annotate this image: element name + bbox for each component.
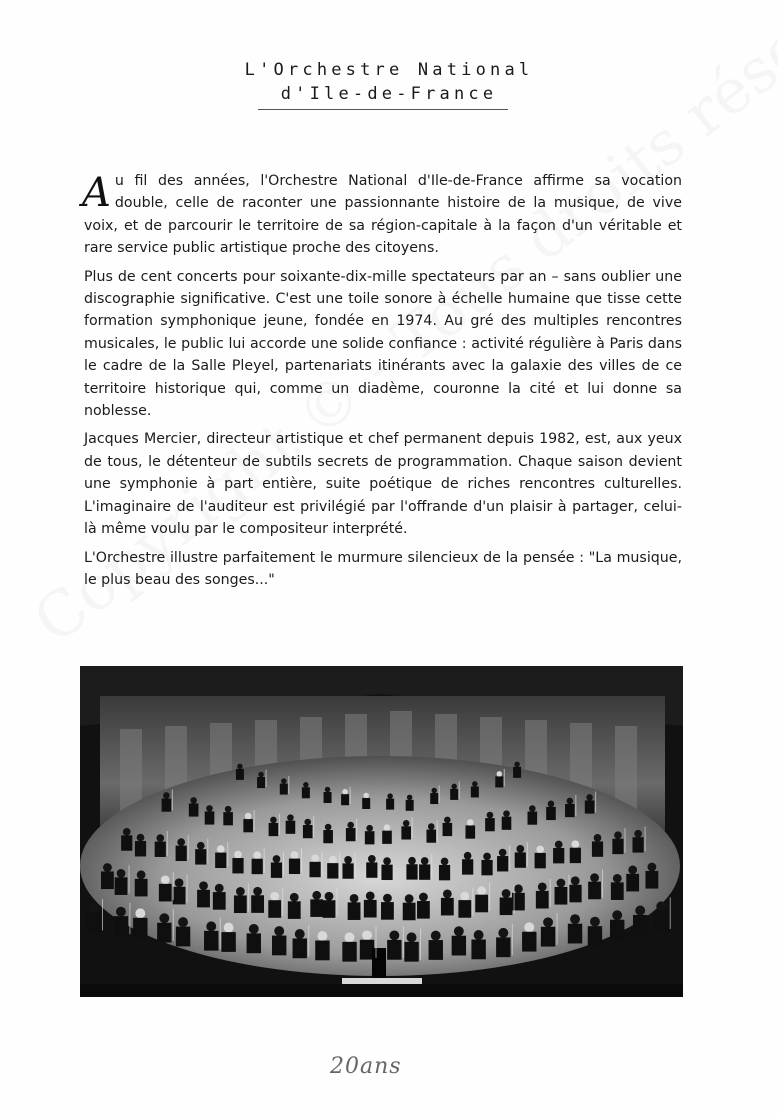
musician-figure — [496, 937, 510, 957]
musician-figure — [555, 841, 563, 849]
musician-figure — [426, 830, 436, 843]
musician-figure — [499, 849, 507, 857]
musician-figure — [407, 795, 413, 801]
musician-figure — [471, 939, 485, 959]
musician-figure — [224, 923, 234, 933]
musician-figure — [389, 930, 399, 940]
musician-figure — [101, 871, 114, 889]
musician-figure — [502, 889, 511, 898]
musician-figure — [272, 936, 286, 956]
musician-figure — [572, 840, 580, 848]
anniversary-signature: 20ans — [330, 1054, 402, 1079]
musician-figure — [159, 913, 169, 923]
musician-figure — [342, 863, 353, 878]
musician-figure — [557, 879, 566, 888]
musician-figure — [190, 797, 197, 804]
musician-figure — [232, 858, 243, 873]
title-line-1: L'Orchestre National — [244, 60, 534, 80]
paragraph-1 — [84, 170, 682, 260]
musician-figure — [329, 856, 337, 864]
musician-figure — [197, 890, 210, 908]
musician-figure — [221, 932, 235, 952]
musician-figure — [654, 911, 668, 931]
musician-figure — [303, 782, 309, 788]
musician-figure — [269, 823, 279, 836]
musician-figure — [366, 862, 377, 877]
musician-figure — [206, 921, 216, 931]
musician-figure — [293, 938, 307, 958]
musician-figure — [536, 846, 544, 854]
musician-figure — [635, 906, 645, 916]
musician-figure — [213, 892, 226, 910]
musician-figure — [500, 897, 513, 915]
musician-figure — [585, 800, 595, 813]
musician-figure — [555, 887, 568, 905]
musician-figure — [236, 887, 245, 896]
musician-figure — [177, 838, 185, 846]
musician-figure — [215, 884, 224, 893]
musician-figure — [114, 916, 128, 936]
musician-figure — [270, 892, 279, 901]
musician-figure — [553, 848, 564, 863]
musician-figure — [481, 860, 492, 875]
musician-figure — [567, 798, 574, 805]
musician-figure — [249, 924, 259, 934]
musician-figure — [382, 831, 392, 844]
musician-figure — [312, 891, 321, 900]
musician-figure — [408, 857, 416, 865]
musician-figure — [162, 798, 172, 811]
musician-figure — [157, 923, 171, 943]
musician-figure — [536, 891, 549, 909]
musician-figure — [613, 874, 622, 883]
musician-figure — [347, 822, 354, 829]
musician-figure — [324, 792, 332, 803]
musician-figure — [287, 814, 294, 821]
musician-figure — [571, 876, 580, 885]
musician-figure — [366, 825, 373, 832]
musician-figure — [460, 892, 469, 901]
musician-figure — [303, 825, 313, 838]
musician-figure — [586, 794, 593, 801]
musician-figure — [451, 784, 457, 790]
musician-figure — [401, 826, 411, 839]
musician-figure — [611, 882, 624, 900]
musician-figure — [454, 926, 464, 936]
musician-figure — [471, 786, 479, 797]
musician-figure — [570, 848, 581, 863]
musician-figure — [588, 882, 601, 900]
musician-figure — [441, 858, 449, 866]
musician-figure — [477, 886, 486, 895]
musician-figure — [135, 908, 145, 918]
musician-figure — [116, 907, 126, 917]
musician-figure — [137, 834, 145, 842]
musician-figure — [487, 812, 494, 819]
musician-figure — [614, 831, 622, 839]
musician-figure — [155, 842, 166, 857]
musician-figure — [251, 895, 264, 913]
musician-figure — [342, 789, 348, 795]
musician-figure — [406, 800, 414, 811]
musician-figure — [253, 887, 262, 896]
musician-figure — [404, 942, 418, 962]
musician-figure — [159, 884, 172, 902]
musician-figure — [205, 811, 215, 824]
musician-figure — [383, 894, 392, 903]
musician-figure — [538, 883, 547, 892]
musician-figure — [565, 804, 575, 817]
musician-figure — [206, 805, 213, 812]
musician-figure — [464, 852, 472, 860]
musician-figure — [626, 874, 639, 892]
musician-figure — [348, 902, 361, 920]
musician-figure — [310, 899, 323, 917]
musician-figure — [123, 828, 131, 836]
musician-figure — [443, 889, 452, 898]
musician-figure — [634, 830, 642, 838]
musician-figure — [497, 856, 508, 871]
musician-figure — [243, 819, 253, 832]
musician-figure — [610, 920, 624, 940]
musician-figure — [441, 898, 454, 916]
musician-figure — [541, 927, 555, 947]
musician-figure — [234, 895, 247, 913]
orchestra-photo-illustration — [80, 666, 683, 997]
musician-figure — [197, 842, 205, 850]
musician-figure — [406, 864, 417, 879]
title-line-2: d'Ile-de-France — [280, 84, 498, 104]
musician-figure — [225, 806, 232, 813]
musician-figure — [498, 928, 508, 938]
musician-figure — [317, 931, 327, 941]
musician-figure — [592, 841, 603, 856]
musician-figure — [295, 929, 305, 939]
musician-figure — [234, 851, 242, 859]
musician-figure — [458, 900, 471, 918]
musician-figure — [215, 853, 226, 868]
musician-figure — [86, 912, 100, 932]
musician-figure — [462, 859, 473, 874]
musician-figure — [364, 900, 377, 918]
musician-figure — [443, 823, 453, 836]
musician-figure — [346, 828, 356, 841]
musician-figure — [291, 851, 299, 859]
musician-figure — [342, 942, 356, 962]
musician-figure — [444, 817, 451, 824]
musician-figure — [217, 845, 225, 853]
musician-figure — [474, 930, 484, 940]
musician-figure — [452, 936, 466, 956]
musician-figure — [245, 813, 252, 820]
musician-figure — [430, 793, 438, 804]
musician-figure — [429, 940, 443, 960]
musician-figure — [628, 865, 637, 874]
musician-figure — [362, 930, 372, 940]
musician-figure — [502, 817, 512, 830]
musician-figure — [268, 900, 281, 918]
musician-figure — [223, 812, 233, 825]
musician-figure — [387, 940, 401, 960]
musician-figure — [323, 900, 336, 918]
musician-figure — [311, 854, 319, 862]
musician-figure — [633, 915, 647, 935]
musician-figure — [648, 863, 657, 872]
musician-figure — [368, 855, 376, 863]
musician-figure — [176, 846, 187, 861]
musician-figure — [350, 894, 359, 903]
musician-figure — [290, 893, 299, 902]
musician-figure — [344, 856, 352, 864]
paragraph-2: Plus de cent concerts pour soixante-dix-mille spectateurs par an – sans oublier une discographie significative. C'est une toile sonore à échelle humaine que tisse cette formation symphonique jeune, fondée en 1974. Au gré des multiples rencontres musicales, le public lui accorde une solide confiance : activité régulière à Paris dans le cadre de la Salle Pleyel, partenariats itinérants avec la galaxie des villes de ce territoire historique qui, comme un diadème, couronne la cité et lui donne sa noblesse. — [84, 268, 682, 420]
musician-figure — [270, 817, 277, 824]
drop-cap: A — [82, 170, 111, 216]
musician-figure — [189, 803, 199, 816]
musician-figure — [325, 824, 332, 831]
musician-figure — [516, 845, 524, 853]
musician-figure — [386, 799, 394, 810]
musician-figure — [514, 884, 523, 893]
musician-figure — [515, 852, 526, 867]
musician-figure — [513, 767, 521, 778]
musician-figure — [590, 917, 600, 927]
musician-figure — [199, 881, 208, 890]
musician-figure — [178, 917, 188, 927]
musician-figure — [656, 901, 666, 911]
paragraph-1-text: u fil des années, l'Orchestre National d'Ile-de-France affirme sa vocation double, celle de raconter une passionnante histoire de la musique, de vive voix, et de parcourir le territoire de sa région-capitale à la façon d'un véritable et rare service public artistique proche des citoyens. — [84, 173, 682, 257]
musician-figure — [387, 793, 393, 799]
musician-figure — [472, 781, 478, 787]
musician-figure — [419, 864, 430, 879]
musician-figure — [383, 857, 391, 865]
musician-figure — [257, 777, 265, 788]
musician-figure — [135, 879, 148, 897]
musician-figure — [528, 812, 538, 825]
musician-figure — [258, 772, 264, 778]
title-underline — [258, 109, 508, 110]
musician-figure — [363, 793, 369, 799]
paragraph-4: L'Orchestre illustre parfaitement le murmure silencieux de la pensée : "La musique, le plus beau des songes..." — [84, 549, 682, 588]
musician-figure — [403, 903, 416, 921]
musician-figure — [195, 849, 206, 864]
musician-figure — [568, 924, 582, 944]
musician-figure — [407, 932, 417, 942]
musician-figure — [514, 762, 520, 768]
musician-figure — [175, 878, 184, 887]
musician-figure — [465, 825, 475, 838]
musician-figure — [421, 857, 429, 865]
musician-figure — [253, 851, 261, 859]
musician-figure — [89, 903, 99, 913]
musician-figure — [237, 764, 243, 770]
musician-figure — [612, 910, 622, 920]
musician-figure — [274, 926, 284, 936]
musician-figure — [543, 917, 553, 927]
musician-figure — [302, 787, 310, 798]
musician-figure — [289, 859, 300, 874]
page-title — [0, 58, 778, 106]
musician-figure — [522, 932, 536, 952]
musician-figure — [594, 834, 602, 842]
conductor-figure — [372, 948, 386, 978]
musician-figure — [570, 914, 580, 924]
musician-figure — [546, 807, 556, 820]
musician-figure — [417, 901, 430, 919]
musician-figure — [315, 941, 329, 961]
musician-figure — [304, 819, 311, 826]
musician-figure — [288, 901, 301, 919]
musician-figure — [612, 839, 623, 854]
musician-figure — [646, 871, 659, 889]
musician-figure — [495, 776, 503, 787]
musician-figure — [497, 771, 503, 777]
musician-figure — [310, 862, 321, 877]
musician-figure — [362, 798, 370, 809]
musician-figure — [161, 875, 170, 884]
musician-figure — [365, 831, 375, 844]
musician-figure — [133, 918, 147, 938]
musician-figure — [384, 824, 391, 831]
musician-figure — [405, 894, 414, 903]
musician-figure — [204, 931, 218, 951]
musician-figure — [431, 931, 441, 941]
musician-figure — [345, 932, 355, 942]
musician-figure — [135, 841, 146, 856]
musician-figure — [590, 873, 599, 882]
musician-figure — [121, 835, 132, 850]
musician-figure — [366, 892, 375, 901]
musician-figure — [431, 788, 437, 794]
musician-figure — [403, 820, 410, 827]
musician-figure — [485, 818, 495, 831]
musician-figure — [325, 892, 334, 901]
musician-figure — [327, 863, 338, 878]
musician-figure — [341, 794, 349, 805]
orchestra-photo — [80, 666, 683, 997]
musician-figure — [137, 870, 146, 879]
musician-figure — [548, 801, 555, 808]
article-body — [84, 170, 682, 597]
musician-figure — [271, 862, 282, 877]
musician-figure — [483, 853, 491, 861]
musician-figure — [524, 922, 534, 932]
musician-figure — [117, 869, 126, 878]
musician-figure — [450, 789, 458, 800]
musician-figure — [280, 784, 288, 795]
musician-figure — [286, 821, 296, 834]
musician-figure — [325, 787, 331, 793]
musician-figure — [428, 823, 435, 830]
musician-figure — [632, 837, 643, 852]
musician-figure — [419, 893, 428, 902]
musician-figure — [529, 805, 536, 812]
musician-figure — [323, 830, 333, 843]
musician-figure — [439, 865, 450, 880]
musician-figure — [156, 834, 164, 842]
musician-figure — [115, 877, 128, 895]
paragraph-3: Jacques Mercier, directeur artistique et chef permanent depuis 1982, est, aux yeux de tous, le détenteur de subtils secrets de programmation. Chaque saison devient une symphonie à part entière, suite poétique de riches rencontres culturelles. L'imaginaire de l'auditeur est privilégié par l'offrande d'un plaisir à partager, celui-là même voulu par le compositeur interprété. — [84, 431, 682, 538]
musician-figure — [569, 885, 582, 903]
musician-figure — [252, 859, 263, 874]
musician-figure — [236, 769, 244, 780]
musician-figure — [281, 778, 287, 784]
musician-figure — [467, 819, 474, 826]
musician-figure — [173, 887, 186, 905]
musician-figure — [381, 865, 392, 880]
musician-figure — [381, 902, 394, 920]
musician-figure — [475, 895, 488, 913]
musician-figure — [103, 863, 112, 872]
musician-figure — [176, 927, 190, 947]
musician-figure — [163, 792, 170, 799]
musician-figure — [273, 855, 281, 863]
musician-figure — [588, 926, 602, 946]
musician-figure — [247, 933, 261, 953]
musician-figure — [503, 810, 510, 817]
musician-figure — [535, 853, 546, 868]
